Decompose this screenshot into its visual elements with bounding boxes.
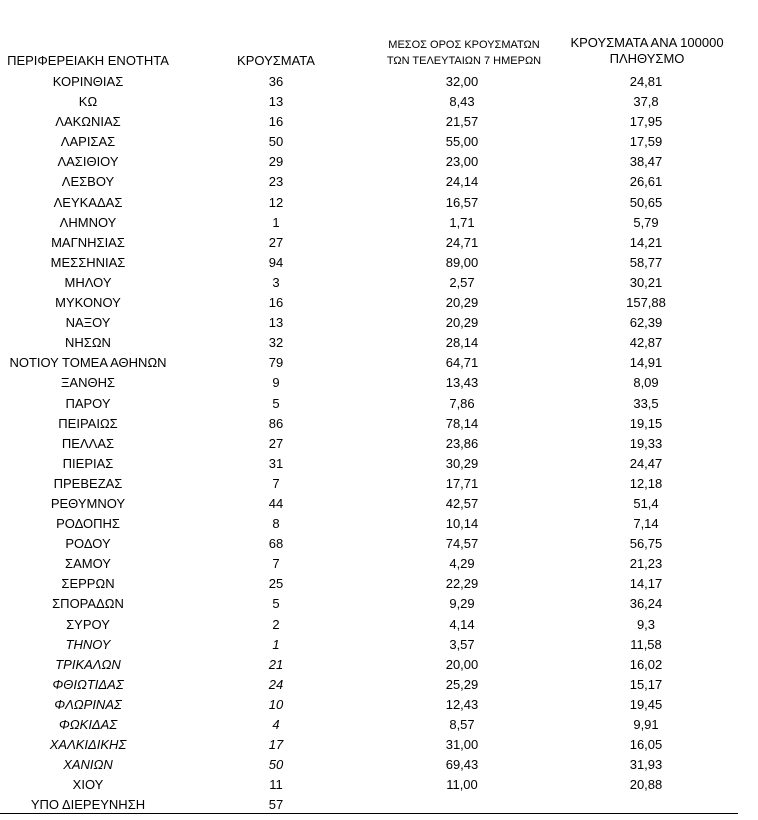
table-row — [0, 675, 758, 695]
cases-cell: 31 — [268, 455, 284, 471]
cases-cell: 1 — [272, 636, 280, 652]
table-row — [0, 434, 758, 454]
per-100k-cell: 37,8 — [633, 94, 659, 110]
region-cell: ΝΑΞΟΥ — [65, 315, 111, 331]
cases-cell: 29 — [268, 154, 284, 170]
per-100k-cell: 33,5 — [633, 395, 659, 411]
avg-7day-cell: 21,57 — [445, 114, 479, 130]
header-cases-per-100k-line1: ΚΡΟΥΣΜΑΤΑ ΑΝΑ 100000 — [570, 35, 724, 50]
per-100k-cell: 36,24 — [629, 596, 663, 612]
table-row — [0, 373, 758, 393]
per-100k-cell: 62,39 — [629, 315, 663, 331]
per-100k-cell: 15,17 — [629, 676, 663, 692]
header-7day-average-line2: ΤΩΝ ΤΕΛΕΥΤΑΙΩΝ 7 ΗΜΕΡΩΝ — [386, 55, 542, 67]
region-cell: ΝΟΤΙΟΥ ΤΟΜΕΑ ΑΘΗΝΩΝ — [9, 355, 167, 371]
per-100k-cell: 19,33 — [629, 435, 663, 451]
per-100k-cell: 8,09 — [633, 375, 659, 391]
header-7day-average-line1: ΜΕΣΟΣ ΟΡΟΣ ΚΡΟΥΣΜΑΤΩΝ — [388, 39, 540, 51]
cases-cell: 16 — [268, 114, 284, 130]
per-100k-cell: 56,75 — [629, 536, 663, 552]
region-cell: ΦΘΙΩΤΙΔΑΣ — [52, 676, 124, 692]
cases-cell: 79 — [268, 355, 284, 371]
table-row — [0, 494, 758, 514]
avg-7day-cell: 16,57 — [445, 194, 479, 210]
per-100k-cell: 30,21 — [629, 274, 663, 290]
per-100k-cell: 20,88 — [629, 777, 663, 793]
avg-7day-cell: 64,71 — [445, 355, 479, 371]
cases-cell: 25 — [268, 576, 284, 592]
region-cell: ΥΠΟ ΔΙΕΡΕΥΝΗΣΗ — [30, 797, 146, 813]
avg-7day-cell: 74,57 — [445, 536, 479, 552]
table-row — [0, 293, 758, 313]
cases-cell: 8 — [272, 516, 280, 532]
region-cell: ΡΟΔΟΠΗΣ — [56, 516, 120, 532]
region-cell: ΛΕΣΒΟΥ — [61, 174, 115, 190]
region-cell: ΠΙΕΡΙΑΣ — [62, 455, 114, 471]
region-cell: ΡΕΘΥΜΝΟΥ — [50, 495, 126, 511]
region-cell: ΜΗΛΟΥ — [64, 274, 112, 290]
region-cell: ΣΑΜΟΥ — [65, 556, 111, 572]
cases-cell: 7 — [272, 556, 280, 572]
cases-cell: 68 — [268, 536, 284, 552]
avg-7day-cell: 22,29 — [445, 576, 479, 592]
avg-7day-cell: 24,71 — [445, 234, 479, 250]
table-bottom-border — [0, 813, 738, 814]
table-row — [0, 514, 758, 534]
avg-7day-cell: 28,14 — [445, 335, 479, 351]
cases-cell: 10 — [268, 696, 284, 712]
region-cell: ΜΥΚΟΝΟΥ — [55, 295, 121, 311]
table-row — [0, 695, 758, 715]
cases-cell: 13 — [268, 94, 284, 110]
per-100k-cell: 16,02 — [629, 656, 663, 672]
avg-7day-cell: 42,57 — [445, 495, 479, 511]
table-row — [0, 273, 758, 293]
header-region: ΠΕΡΙΦΕΡΕΙΑΚΗ ΕΝΟΤΗΤΑ — [7, 53, 169, 68]
per-100k-cell: 19,15 — [629, 415, 663, 431]
avg-7day-cell: 89,00 — [445, 254, 479, 270]
per-100k-cell: 5,79 — [633, 214, 659, 230]
table-row — [0, 333, 758, 353]
region-cell: ΣΕΡΡΩΝ — [61, 576, 115, 592]
cases-cell: 16 — [268, 295, 284, 311]
region-cell: ΣΠΟΡΑΔΩΝ — [52, 596, 124, 612]
avg-7day-cell: 10,14 — [445, 516, 479, 532]
avg-7day-cell: 7,86 — [449, 395, 475, 411]
avg-7day-cell: 31,00 — [445, 737, 479, 753]
table-row — [0, 715, 758, 735]
region-cell: ΚΩ — [78, 94, 98, 110]
avg-7day-cell: 8,57 — [449, 717, 475, 732]
table-row — [0, 233, 758, 253]
cases-cell: 86 — [268, 415, 284, 431]
avg-7day-cell: 69,43 — [445, 757, 479, 773]
per-100k-cell: 26,61 — [629, 174, 663, 190]
per-100k-cell: 38,47 — [629, 154, 663, 170]
per-100k-cell: 21,23 — [629, 556, 663, 572]
cases-cell: 13 — [268, 315, 284, 331]
table-row — [0, 755, 758, 775]
per-100k-cell: 58,77 — [629, 254, 663, 270]
cases-cell: 57 — [268, 797, 284, 813]
cases-cell: 5 — [272, 395, 280, 411]
region-cell: ΧΑΛΚΙΔΙΚΗΣ — [49, 737, 127, 753]
per-100k-cell: 24,81 — [629, 74, 663, 89]
region-cell: ΤΗΝΟΥ — [65, 636, 111, 652]
region-cell: ΦΩΚΙΔΑΣ — [58, 717, 118, 732]
cases-cell: 5 — [272, 596, 280, 612]
avg-7day-cell: 11,00 — [446, 777, 478, 793]
per-100k-cell: 9,91 — [633, 717, 659, 732]
per-100k-cell: 50,65 — [629, 194, 663, 210]
region-cell: ΠΑΡΟΥ — [65, 395, 111, 411]
table-row — [0, 574, 758, 594]
avg-7day-cell: 2,57 — [449, 274, 475, 290]
per-100k-cell: 7,14 — [633, 516, 659, 532]
header-cases-per-100k — [556, 35, 738, 67]
cases-cell: 50 — [268, 134, 284, 150]
per-100k-cell: 42,87 — [629, 335, 663, 351]
cases-cell: 17 — [268, 737, 284, 753]
table-row — [0, 474, 758, 494]
cases-cell: 2 — [272, 616, 280, 632]
avg-7day-cell: 9,29 — [449, 596, 475, 612]
header-7day-average — [374, 37, 554, 69]
header-cases: ΚΡΟΥΣΜΑΤΑ — [237, 53, 315, 68]
avg-7day-cell: 30,29 — [445, 455, 479, 471]
region-cell: ΝΗΣΩΝ — [65, 335, 111, 351]
region-cell: ΣΥΡΟΥ — [66, 616, 110, 632]
avg-7day-cell: 24,14 — [445, 174, 479, 190]
cases-cell: 1 — [272, 214, 280, 230]
region-cell: ΧΙΟΥ — [72, 777, 104, 793]
region-cell: ΞΑΝΘΗΣ — [60, 375, 116, 391]
cases-cell: 27 — [268, 234, 284, 250]
region-cell: ΜΑΓΝΗΣΙΑΣ — [51, 234, 125, 250]
region-cell: ΠΕΙΡΑΙΩΣ — [58, 415, 118, 431]
per-100k-cell: 14,91 — [629, 355, 663, 371]
table-row — [0, 112, 758, 132]
cases-cell: 50 — [268, 757, 284, 773]
avg-7day-cell: 32,00 — [445, 74, 479, 89]
avg-7day-cell: 25,29 — [445, 676, 479, 692]
per-100k-cell: 14,21 — [629, 234, 663, 250]
table-row — [0, 172, 758, 192]
cases-cell: 12 — [268, 194, 284, 210]
table-row — [0, 394, 758, 414]
table-row — [0, 615, 758, 635]
table-row — [0, 353, 758, 373]
per-100k-cell: 31,93 — [629, 757, 663, 773]
avg-7day-cell: 78,14 — [445, 415, 479, 431]
region-cell: ΛΑΚΩΝΙΑΣ — [55, 114, 121, 130]
table-row — [0, 594, 758, 614]
cases-cell: 21 — [268, 656, 284, 672]
region-cell: ΠΡΕΒΕΖΑΣ — [53, 475, 123, 491]
table-row — [0, 735, 758, 755]
per-100k-cell: 17,59 — [629, 134, 663, 150]
region-cell: ΜΕΣΣΗΝΙΑΣ — [50, 254, 126, 270]
table-row — [0, 775, 758, 795]
cases-cell: 4 — [272, 717, 280, 732]
table-row — [0, 132, 758, 152]
per-100k-cell: 16,05 — [629, 737, 663, 753]
per-100k-cell: 24,47 — [629, 455, 663, 471]
per-100k-cell: 17,95 — [629, 114, 663, 130]
table-row — [0, 72, 758, 92]
header-cases-per-100k-line2: ΠΛΗΘΥΣΜΟ — [609, 51, 685, 66]
region-cell: ΦΛΩΡΙΝΑΣ — [54, 696, 122, 712]
cases-cell: 7 — [272, 475, 280, 491]
avg-7day-cell: 55,00 — [445, 134, 479, 150]
region-cell: ΚΟΡΙΝΘΙΑΣ — [52, 74, 124, 89]
table-row — [0, 313, 758, 333]
region-cell: ΧΑΝΙΩΝ — [63, 757, 113, 773]
region-cell: ΠΕΛΛΑΣ — [61, 435, 115, 451]
per-100k-cell: 51,4 — [633, 495, 659, 511]
table-row — [0, 534, 758, 554]
table-row — [0, 554, 758, 574]
region-cell: ΤΡΙΚΑΛΩΝ — [55, 656, 121, 672]
avg-7day-cell: 8,43 — [449, 94, 475, 110]
avg-7day-cell: 3,57 — [449, 636, 475, 652]
avg-7day-cell: 4,29 — [449, 556, 475, 572]
avg-7day-cell: 20,29 — [445, 295, 479, 311]
table-row — [0, 635, 758, 655]
cases-cell: 44 — [268, 495, 284, 511]
table-row — [0, 454, 758, 474]
table-row — [0, 655, 758, 675]
avg-7day-cell: 13,43 — [445, 375, 479, 391]
region-cell: ΡΟΔΟΥ — [65, 536, 111, 552]
region-cell: ΛΕΥΚΑΔΑΣ — [53, 194, 123, 210]
cases-cell: 36 — [268, 74, 284, 89]
table-row — [0, 152, 758, 172]
avg-7day-cell: 20,00 — [445, 656, 479, 672]
cases-cell: 94 — [268, 254, 284, 270]
per-100k-cell: 157,88 — [626, 295, 666, 311]
table-row — [0, 92, 758, 112]
table-body — [0, 72, 758, 815]
per-100k-cell: 9,3 — [636, 616, 656, 632]
table-row — [0, 213, 758, 233]
cases-cell: 9 — [272, 375, 280, 391]
avg-7day-cell: 4,14 — [449, 616, 475, 632]
table-row — [0, 193, 758, 213]
per-100k-cell: 11,58 — [630, 636, 662, 652]
avg-7day-cell: 23,00 — [445, 154, 479, 170]
region-cell: ΛΗΜΝΟΥ — [59, 214, 117, 230]
region-cell: ΛΑΡΙΣΑΣ — [60, 134, 116, 150]
per-100k-cell: 12,18 — [629, 475, 663, 491]
cases-cell: 11 — [269, 777, 283, 793]
cases-cell: 27 — [268, 435, 284, 451]
avg-7day-cell: 20,29 — [445, 315, 479, 331]
per-100k-cell: 14,17 — [629, 576, 663, 592]
region-cell: ΛΑΣΙΘΙΟΥ — [57, 154, 119, 170]
cases-cell: 32 — [268, 335, 284, 351]
cases-cell: 3 — [272, 274, 280, 290]
avg-7day-cell: 1,71 — [449, 214, 475, 230]
table-row — [0, 414, 758, 434]
cases-cell: 24 — [268, 676, 284, 692]
avg-7day-cell: 23,86 — [445, 435, 479, 451]
avg-7day-cell: 17,71 — [445, 475, 479, 491]
avg-7day-cell: 12,43 — [445, 696, 479, 712]
cases-cell: 23 — [268, 174, 284, 190]
table-row — [0, 253, 758, 273]
per-100k-cell: 19,45 — [629, 696, 663, 712]
